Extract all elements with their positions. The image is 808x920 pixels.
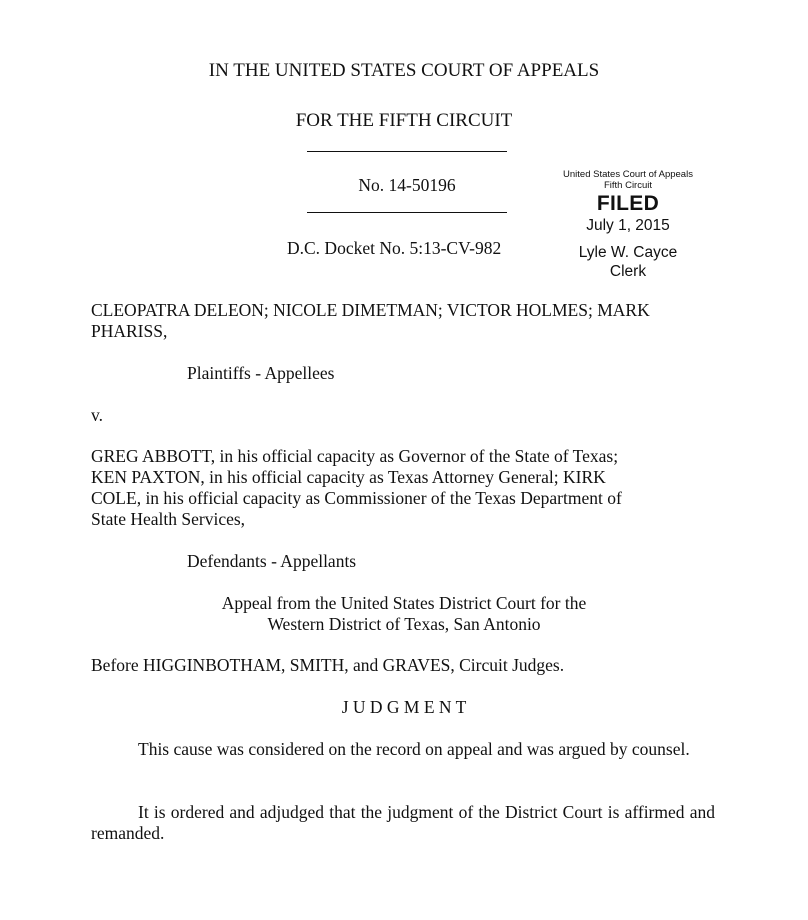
appeal-from-line1: Appeal from the United States District Court for the	[221, 593, 587, 613]
defendants-names	[91, 446, 715, 530]
case-number: No. 14-50196	[358, 175, 456, 195]
panel-judges: Before HIGGINBOTHAM, SMITH, and GRAVES, Circuit Judges.	[91, 655, 565, 675]
court-title-line1: IN THE UNITED STATES COURT OF APPEALS	[208, 60, 600, 81]
stamp-date: July 1, 2015	[586, 217, 670, 234]
versus: v.	[91, 405, 103, 425]
appeal-from-line2: Western District of Texas, San Antonio	[267, 614, 541, 634]
stamp-filed-label: FILED	[596, 192, 660, 215]
judgment-paragraph-1: This cause was considered on the record on appeal and was argued by counsel.	[138, 739, 690, 759]
judgment-paragraph-2: It is ordered and adjudged that the judgment of the District Court is affirmed and remanded.	[91, 802, 715, 843]
defendants-role: Defendants - Appellants	[187, 551, 357, 571]
stamp-circuit: Fifth Circuit	[603, 180, 653, 191]
judgment-heading: J U D G M E N T	[341, 697, 467, 717]
plaintiffs-line: PHARISS,	[91, 321, 168, 341]
filed-stamp	[548, 169, 708, 281]
plaintiffs-names	[91, 300, 715, 342]
plaintiffs-role: Plaintiffs - Appellees	[187, 363, 335, 383]
stamp-court-name: United States Court of Appeals	[563, 169, 693, 180]
defendants-line: KEN PAXTON, in his official capacity as Texas Attorney General; KIRK	[91, 467, 606, 487]
court-title-line2: FOR THE FIFTH CIRCUIT	[295, 110, 513, 131]
plaintiffs-line: CLEOPATRA DELEON; NICOLE DIMETMAN; VICTOR HOLMES; MARK	[91, 300, 650, 320]
header-rule-bottom	[307, 212, 507, 213]
docket-number: D.C. Docket No. 5:13-CV-982	[287, 238, 502, 258]
defendants-line: COLE, in his official capacity as Commissioner of the Texas Department of	[91, 488, 622, 508]
stamp-clerk-name: Lyle W. Cayce	[578, 244, 678, 261]
stamp-clerk-title: Clerk	[609, 263, 647, 280]
defendants-line: GREG ABBOTT, in his official capacity as Governor of the State of Texas;	[91, 446, 619, 466]
defendants-line: State Health Services,	[91, 509, 246, 529]
header-rule-top	[307, 151, 507, 152]
